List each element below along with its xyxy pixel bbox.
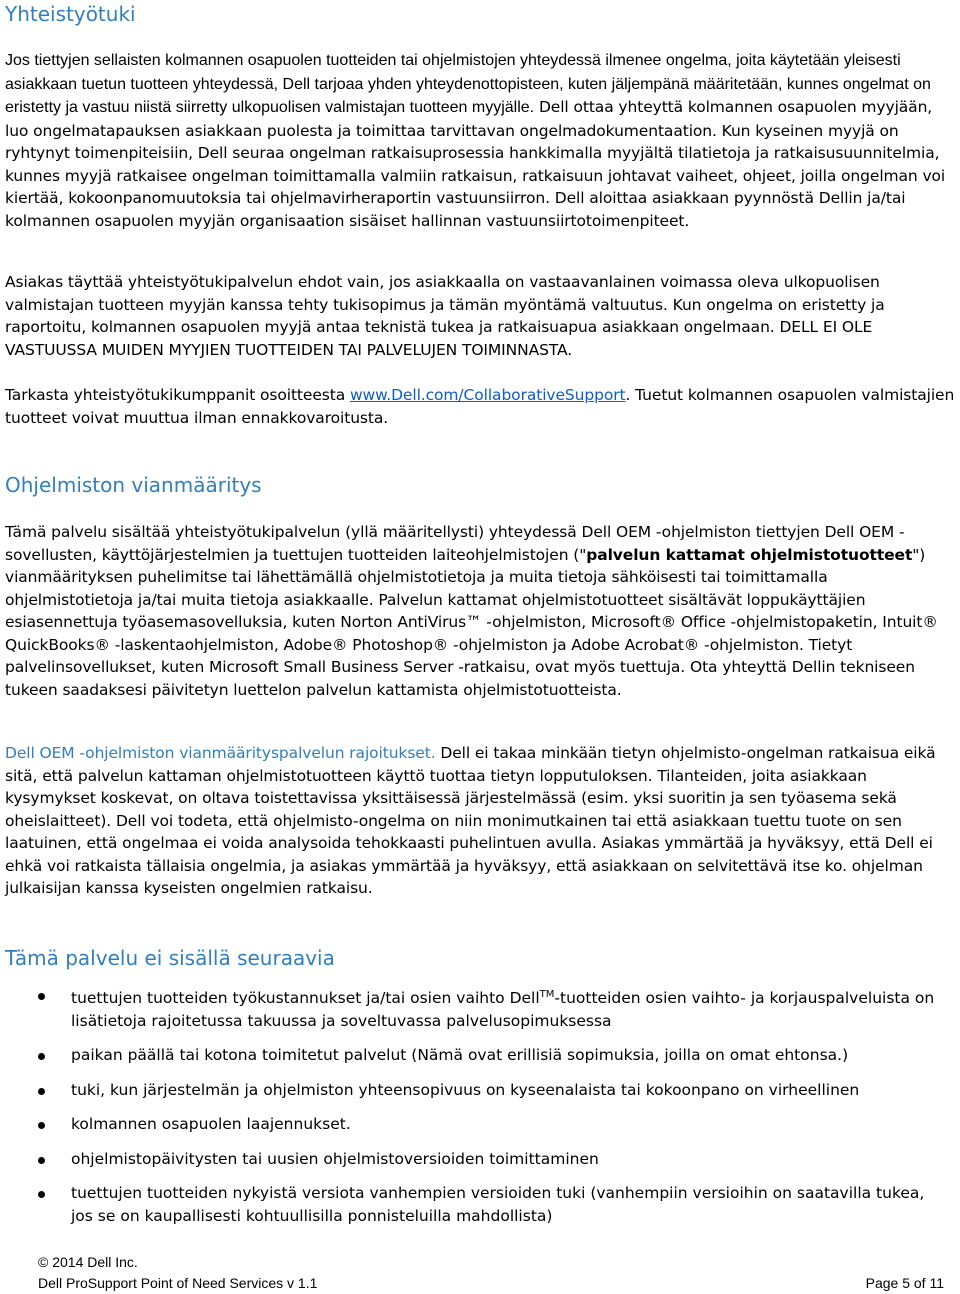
paragraph-collaborative-terms: Asiakas täyttää yhteistyötukipalvelun ehdot vain, jos asiakkaalla on vastaavanlainen voimassa oleva ulkopuolisen valmistajan tuotteen myyjän kanssa tehty tukisopimus ja tämän myöntämä valtuutus. Kun ongelma on eristetty ja raportoitu, kolmannen osapuolen myyjä antaa teknistä tukea ja ratkaisuapua asiakkaan ongelmaan. DELL EI OLE VASTUUSSA MUIDEN MYYJIEN TUOTTEIDEN TAI PALVELUJEN TOIMINNASTA. (5, 273, 885, 359)
list-item-text: tuettujen tuotteiden nykyistä versiota vanhempien versioiden tuki (vanhempiin versioihin on saatavilla tukea, jos se on kaupallisesti kohtuullisilla ponnisteluilla mahdollista) (71, 1184, 925, 1225)
paragraph-collaborative-intro (5, 49, 957, 232)
list-item-text: kolmannen osapuolen laajennukset. (71, 1115, 351, 1134)
bullet-icon (38, 1157, 45, 1164)
list-item (5, 984, 945, 1032)
limitations-text: Dell ei takaa minkään tietyn ohjelmisto-ongelman ratkaisua eikä sitä, että palvelun kattaman ohjelmistotuotteen käyttö tuottaa tietyn lopputuloksen. Tilanteiden, joita asiakkaan kysymykset koskevat, on oltava toistettavissa yksittäisessä järjestelmässä (esim. yksi suoritin ja sen työasema sekä oheislaitteet). Dell voi todeta, että ohjelmisto-ongelma on niin monimutkainen tai että asiakkaan tuettu tuote on sen laatuinen, että ongelmaa ei voida analysoida tehokkaasti puhelintuen avulla. Asiakas ymmärtää ja hyväksyy, että Dell ei ehkä voi ratkaista tällaisia ongelmia, ja asiakas ymmärtää ja hyväksyy, että asiakkaan on selvitettävä itse ko. ohjelman julkaisijan kanssa kyseisten ongelmien ratkaisu. (5, 744, 936, 897)
paragraph-software-troubleshooting (5, 521, 957, 701)
covered-software-products-term: palvelun kattamat ohjelmistotuotteet (586, 545, 913, 564)
list-item-text: paikan päällä tai kotona toimitetut palvelut (Nämä ovat erillisiä sopimuksia, joilla on omat ehtonsa.) (71, 1046, 849, 1065)
collaborative-support-link[interactable]: www.Dell.com/CollaborativeSupport (349, 386, 626, 404)
limitations-subheading: Dell OEM -ohjelmiston vianmäärityspalvelun rajoitukset. (5, 744, 436, 762)
list-item-text: tuettujen tuotteiden työkustannukset ja/tai osien vaihto Dell (71, 989, 540, 1008)
bullet-icon (38, 1088, 45, 1095)
partners-text-after: . Tuetut kolmannen osapuolen valmistajien tuotteet voivat muuttua ilman ennakkovaroitusta. (5, 386, 955, 427)
paragraph-collaborative-intro-a: Jos tiettyjen sellaisten kolmannen osapuolen tuotteiden tai ohjelmistojen yhteydessä ilmenee ongelma, joita käytetään yleisesti asiakkaan tuetun tuotteen yhteydessä, Dell tarjoaa yhden yhteydenottopisteen, kuten jäljempänä määritetään, kunnes ongelmat on eristetty ja vastuu niistä siirretty ulkopuolisen valmistajan tuotteen myyjälle. (5, 52, 931, 116)
software-text-before: Tämä palvelu sisältää yhteistyötukipalvelun (yllä määritellysti) yhteydessä Dell OEM -ohjelmiston tiettyjen Dell OEM -sovellusten, käyttöjärjestelmien ja tuettujen tuotteiden laiteohjelmistojen (" (5, 523, 905, 564)
heading-collaborative-support: Yhteistyötuki (5, 2, 136, 26)
list-item-text: ohjelmistopäivitysten tai uusien ohjelmistoversioiden toimittaminen (71, 1149, 599, 1168)
bullet-icon (38, 1053, 45, 1060)
paragraph-collaborative-partners (5, 384, 957, 429)
list-item (5, 1044, 945, 1067)
bullet-icon (38, 1191, 45, 1198)
software-text-after: ") vianmäärityksen puhelimitse tai lähettämällä ohjelmistotietoja ja muita tietoja sähköisesti tai toimittamalla ohjelmistotietoja ja/tai muita tietoja asiakkaalle. Palvelun kattamat ohjelmistotuotteet sisältävät loppukäyttäjien esiasennettuja työasemasovelluksia, kuten Norton AntiVirus™ -ohjelmiston, Microsoft® Office -ohjelmistopaketin, Intuit® QuickBooks® -laskentaohjelmiston, Adobe® Photoshop® -ohjelmiston ja Adobe Acrobat® -ohjelmiston. Tietyt palvelinsovellukset, kuten Microsoft Small Business Server -ratkaisu, ovat myös tuettuja. Ota yhteyttä Dellin tekniseen tukeen saadaksesi päivitetyn luettelon palvelun kattamista ohjelmistotuotteista. (5, 545, 938, 699)
exclusions-list (5, 984, 945, 1227)
heading-software-troubleshooting: Ohjelmiston vianmääritys (5, 473, 262, 497)
page-footer-line (38, 1275, 944, 1291)
list-item (5, 1113, 945, 1136)
partners-text-before: Tarkasta yhteistyötukikumppanit osoitteesta (5, 386, 350, 404)
list-item (5, 1148, 945, 1171)
paragraph-software-limitations (5, 742, 957, 900)
list-item (5, 1079, 945, 1102)
list-item-text: -tuotteiden osien vaihto- ja korjauspalveluista on lisätietoja rajoitetussa takuussa ja soveltuvassa palvelusopimuksessa (71, 989, 935, 1030)
heading-exclusions: Tämä palvelu ei sisällä seuraavia (5, 946, 335, 970)
bullet-icon (38, 993, 45, 1000)
list-item-text: tuki, kun järjestelmän ja ohjelmiston yhteensopivuus on kyseenalaista tai kokoonpano on virheellinen (71, 1080, 860, 1099)
footer-copyright: © 2014 Dell Inc. (38, 1254, 138, 1270)
paragraph-collaborative-intro-b: Dell ottaa yhteyttä kolmannen osapuolen myyjään, luo ongelmatapauksen asiakkaan puolesta ja toimittaa tarvittavan ongelmadokumentaation. Kun kyseinen myyjä on ryhtynyt toimenpiteisiin, Dell seuraa ongelman ratkaisuprosessia hankkimalla myyjältä tilatietoja ja ratkaisusuunnitelmia, kunnes myyjä ratkaisee ongelman toimittamalla valmiin ratkaisun, ratkaisuun johtavat vaiheet, ohjeet, joilla ongelman voi kiertää, kokoonpanomuutoksia tai ohjelmavirheraportin vastuunsiirron. Dell aloittaa asiakkaan pyynnöstä Dellin ja/tai kolmannen osapuolen myyjän organisaation sisäiset hallinnan vastuunsiirtotoimenpiteet. (5, 98, 946, 230)
bullet-icon (38, 1122, 45, 1129)
footer-page-number: Page 5 of 11 (865, 1275, 944, 1291)
trademark-sup: TM (539, 989, 555, 1000)
footer-doc-title: Dell ProSupport Point of Need Services v 1.1 (38, 1275, 318, 1291)
page-footer (38, 1254, 944, 1270)
list-item (5, 1182, 945, 1227)
